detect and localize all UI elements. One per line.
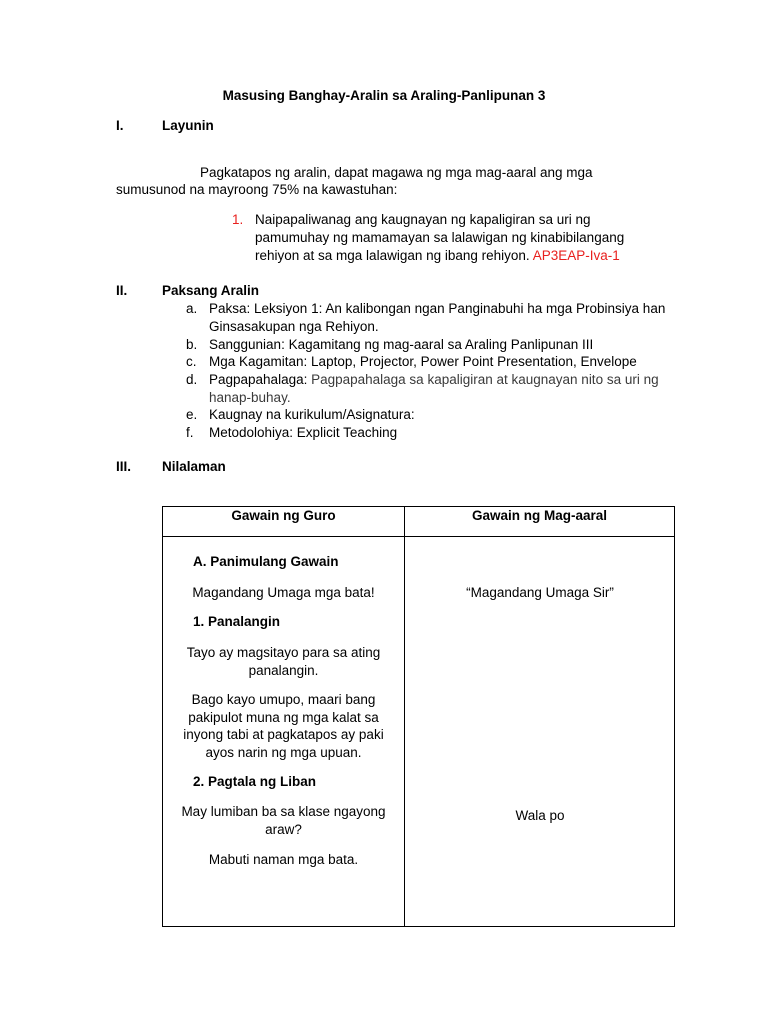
objective-line-1: Naipapaliwanag ang kaugnayan ng kapaligiran sa uri ng xyxy=(255,212,591,227)
table-header-row xyxy=(163,507,675,537)
list-label: Pagpapahalaga: xyxy=(209,372,312,387)
list-letter: f. xyxy=(186,425,194,440)
list-text: Kaugnay na kurikulum/Asignatura: xyxy=(209,407,415,422)
student-cell xyxy=(405,537,675,927)
objective-code: AP3EAP-Iva-1 xyxy=(532,248,620,263)
pagtala-ng-liban-title: 2. Pagtala ng Liban xyxy=(193,774,317,789)
teacher-greeting: Magandang Umaga mga bata! xyxy=(192,585,375,600)
panimulang-gawain-title: A. Panimulang Gawain xyxy=(193,554,339,569)
student-answer: Wala po xyxy=(515,808,565,823)
objective-line-3 xyxy=(255,247,620,265)
student-greeting: “Magandang Umaga Sir” xyxy=(466,585,614,600)
panalangin-title: 1. Panalangin xyxy=(193,614,281,629)
activity-table xyxy=(162,506,675,927)
list-label: Paksa: xyxy=(209,301,255,316)
list-letter: b. xyxy=(186,337,198,352)
section-number: II. xyxy=(116,283,128,298)
teacher-cell xyxy=(163,537,405,927)
objective-number: 1. xyxy=(232,212,244,227)
list-text: Sanggunian: Kagamitang ng mag-aaral sa Araling Panlipunan III xyxy=(209,337,594,352)
list-text: Leksiyon 1: An kalibongan ngan Panginabuhi ha mga Probinsiya han Ginsasakupan nga Rehiyon. xyxy=(209,301,666,334)
pagtala-question: May lumiban ba sa klase ngayong araw? xyxy=(181,804,386,837)
section-title-paksang-aralin: Paksang Aralin xyxy=(162,283,260,298)
objective-line-2: pamumuhay ng mamamayan sa lalawigan ng kinabibilangang xyxy=(255,230,625,245)
intro-line-2: sumusunod na mayroong 75% na kawastuhan: xyxy=(116,182,398,197)
table-row xyxy=(163,537,675,927)
section-title-nilalaman: Nilalaman xyxy=(162,459,226,474)
header-gawain-ng-mag-aaral: Gawain ng Mag-aaral xyxy=(405,507,675,537)
list-letter: e. xyxy=(186,407,198,422)
objective-line-3-text: rehiyon at sa mga lalawigan ng ibang rehiyon. xyxy=(255,248,530,263)
document-title: Masusing Banghay-Aralin sa Araling-Panlipunan 3 xyxy=(222,88,546,103)
list-letter: d. xyxy=(186,372,198,387)
list-text: Metodolohiya: Explicit Teaching xyxy=(209,425,398,440)
section-title-layunin: Layunin xyxy=(162,118,214,133)
pagtala-response: Mabuti naman mga bata. xyxy=(208,852,359,867)
list-letter: c. xyxy=(186,354,197,369)
panalangin-text: Tayo ay magsitayo para sa ating panalangin. xyxy=(186,645,381,678)
list-letter: a. xyxy=(186,301,198,316)
list-text: Pagpapahalaga sa kapaligiran at kaugnayan nito sa uri ng hanap-buhay. xyxy=(209,372,659,405)
section-number: III. xyxy=(116,459,132,474)
list-text: Mga Kagamitan: Laptop, Projector, Power Point Presentation, Envelope xyxy=(209,354,637,369)
panalangin-instruction: Bago kayo umupo, maari bang pakipulot muna ng mga kalat sa inyong tabi at pagkatapos ay paki ayos narin ng mga upuan. xyxy=(183,692,384,760)
section-number: I. xyxy=(116,118,124,133)
header-gawain-ng-guro: Gawain ng Guro xyxy=(163,507,405,537)
intro-line-1: Pagkatapos ng aralin, dapat magawa ng mga mag-aaral ang mga xyxy=(200,165,593,180)
